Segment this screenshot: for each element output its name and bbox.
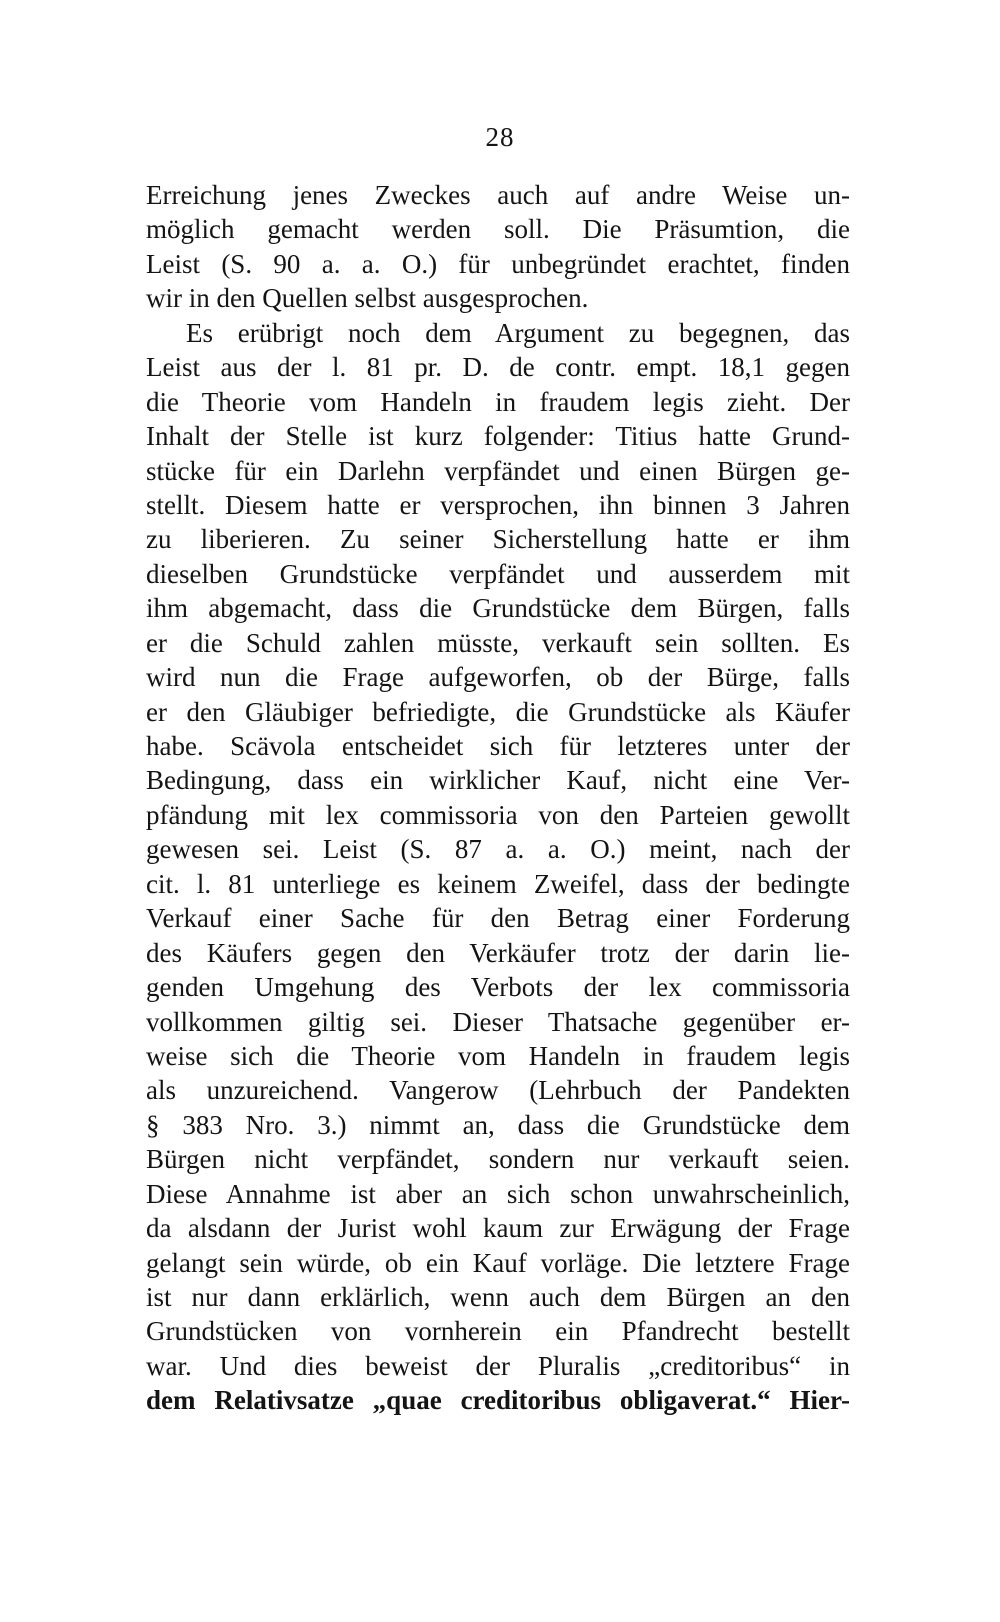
page-number: 28 (485, 122, 515, 152)
text-line: war. Und dies beweist der Pluralis „creditoribus“ in (146, 1350, 850, 1381)
text-line: Bürgen nicht verpfändet, sondern nur verkauft seien. (146, 1144, 850, 1175)
text-line: cit. l. 81 unterliege es keinem Zweifel, dass der bedingte (146, 868, 850, 899)
text-line: dieselben Grundstücke verpfändet und ausserdem mit (146, 558, 850, 589)
text-line: er die Schuld zahlen müsste, verkauft sein sollten. Es (146, 627, 850, 658)
text-line: möglich gemacht werden soll. Die Präsumtion, die (146, 214, 850, 245)
text-line: Diese Annahme ist aber an sich schon unwahrscheinlich, (146, 1178, 850, 1209)
body-text (146, 178, 850, 1418)
text-line: des Käufers gegen den Verkäufer trotz der darin lie- (146, 937, 850, 968)
text-line: Leist aus der l. 81 pr. D. de contr. empt. 18,1 gegen (146, 352, 850, 383)
text-line: stellt. Diesem hatte er versprochen, ihn binnen 3 Jahren (146, 489, 850, 520)
text-line: ihm abgemacht, dass die Grundstücke dem Bürgen, falls (146, 593, 850, 624)
text-line: Bedingung, dass ein wirklicher Kauf, nicht eine Ver- (146, 765, 850, 796)
text-line: pfändung mit lex commissoria von den Parteien gewollt (146, 799, 850, 830)
text-line: dem Relativsatze „quae creditoribus obligaverat.“ Hier- (146, 1385, 850, 1416)
text-line: gelangt sein würde, ob ein Kauf vorläge. Die letztere Frage (146, 1247, 850, 1278)
text-line: wir in den Quellen selbst ausgesprochen. (146, 283, 589, 314)
text-line: vollkommen giltig sei. Dieser Thatsache gegenüber er- (146, 1006, 850, 1037)
text-line: gewesen sei. Leist (S. 87 a. a. O.) meint, nach der (146, 834, 850, 865)
text-line: er den Gläubiger befriedigte, die Grundstücke als Käufer (146, 696, 850, 727)
text-line: ist nur dann erklärlich, wenn auch dem Bürgen an den (146, 1282, 850, 1312)
text-line: habe. Scävola entscheidet sich für letzteres unter der (146, 731, 850, 761)
text-line: Inhalt der Stelle ist kurz folgender: Titius hatte Grund- (146, 421, 850, 452)
text-line: Leist (S. 90 a. a. O.) für unbegründet erachtet, finden (146, 248, 850, 279)
text-line: wird nun die Frage aufgeworfen, ob der Bürge, falls (146, 662, 850, 693)
text-line: genden Umgehung des Verbots der lex commissoria (146, 972, 850, 1003)
text-line: weise sich die Theorie vom Handeln in fraudem legis (146, 1040, 850, 1071)
text-line: Erreichung jenes Zweckes auch auf andre Weise un- (146, 180, 850, 210)
text-line: Verkauf einer Sache für den Betrag einer Forderung (146, 903, 850, 934)
text-line: die Theorie vom Handeln in fraudem legis zieht. Der (146, 386, 850, 417)
text-line: da alsdann der Jurist wohl kaum zur Erwägung der Frage (146, 1213, 850, 1244)
text-line: Es erübrigt noch dem Argument zu begegnen, das (186, 317, 850, 348)
text-line: zu liberieren. Zu seiner Sicherstellung hatte er ihm (146, 524, 850, 555)
text-line: Grundstücken von vornherein ein Pfandrecht bestellt (146, 1316, 850, 1347)
text-line: § 383 Nro. 3.) nimmt an, dass die Grundstücke dem (146, 1109, 850, 1140)
text-line: als unzureichend. Vangerow (Lehrbuch der Pandekten (146, 1075, 850, 1106)
text-line: stücke für ein Darlehn verpfändet und einen Bürgen ge- (146, 455, 850, 486)
